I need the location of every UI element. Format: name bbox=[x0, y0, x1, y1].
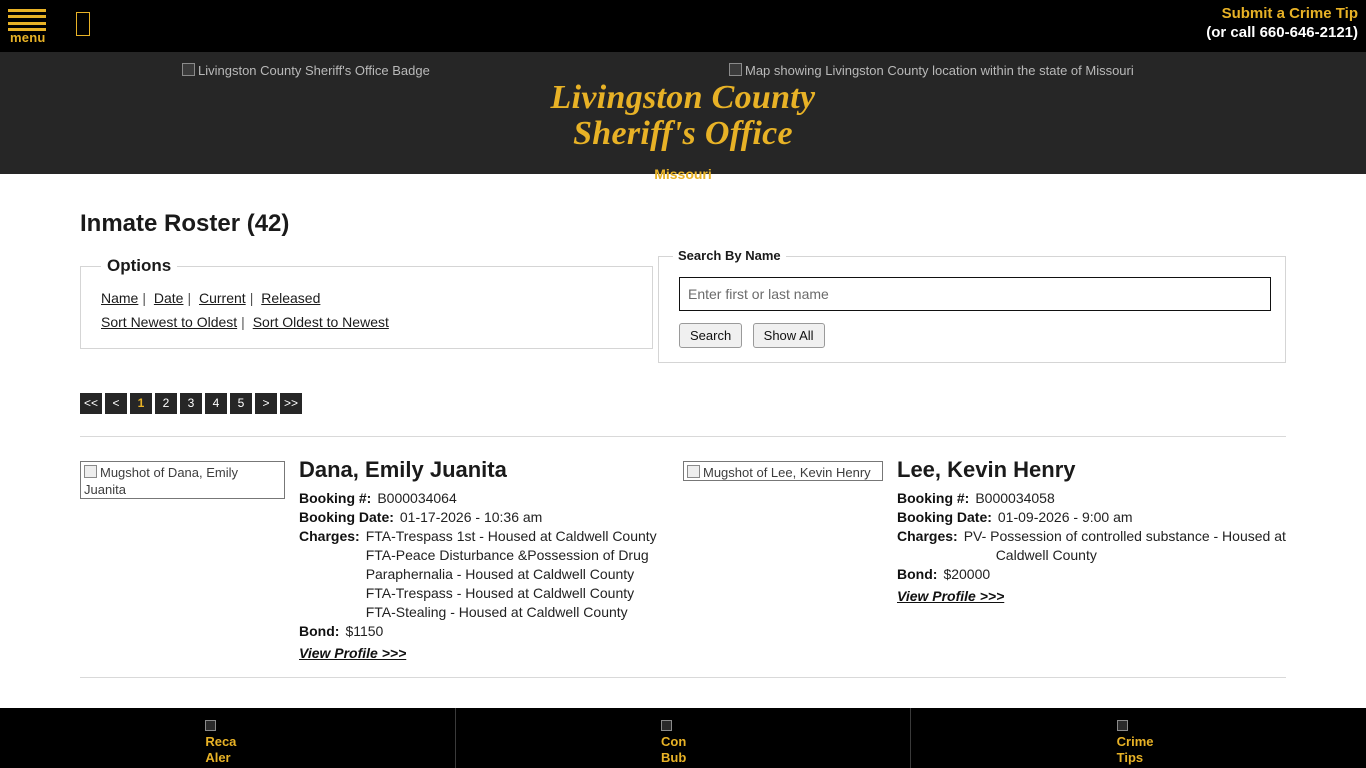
footer-label-line1: Crime bbox=[1116, 734, 1154, 749]
charges-row bbox=[299, 527, 683, 622]
inmate-list bbox=[80, 437, 1286, 663]
charge-item: FTA-Trespass 1st - Housed at Caldwell County bbox=[365, 528, 657, 544]
footer-label-line2: Bub bbox=[661, 750, 687, 765]
charges-label: Charges: bbox=[299, 528, 360, 544]
bond-row bbox=[299, 622, 683, 641]
inmate-mugshot[interactable]: Mugshot of Dana, Emily Juanita bbox=[80, 461, 285, 499]
booking-date-label: Booking Date: bbox=[299, 509, 394, 525]
inmate-details bbox=[883, 451, 1286, 663]
options-sort-links: Sort Newest to Oldest | Sort Oldest to Newest bbox=[101, 314, 389, 330]
county-map-image: Map showing Livingston County location within the state of Missouri bbox=[729, 63, 1134, 78]
charge-item: Caldwell County bbox=[995, 547, 1097, 563]
booking-date-row bbox=[299, 508, 683, 527]
inmate-details bbox=[285, 451, 683, 663]
booking-number-row bbox=[299, 489, 683, 508]
inmate-mugshot[interactable]: Mugshot of Lee, Kevin Henry bbox=[683, 461, 883, 481]
top-bar bbox=[0, 0, 1366, 52]
page-next[interactable]: > bbox=[255, 393, 277, 414]
sort-oldest-to-newest-link[interactable]: Sort Oldest to Newest bbox=[252, 314, 389, 330]
page-title: Inmate Roster (42) bbox=[80, 210, 290, 237]
search-buttons bbox=[679, 323, 1271, 348]
booking-number-value: B000034064 bbox=[377, 490, 457, 506]
footer-item-crime-tips[interactable] bbox=[910, 708, 1366, 768]
site-subtitle: Missouri bbox=[654, 166, 712, 182]
crime-tip-phone: (or call 660-646-2121) bbox=[1206, 24, 1358, 41]
sort-newest-to-oldest-link[interactable]: Sort Newest to Oldest bbox=[101, 314, 238, 330]
view-profile-link[interactable]: View Profile >>> bbox=[299, 645, 407, 661]
booking-number-row bbox=[897, 489, 1286, 508]
page-3[interactable]: 3 bbox=[180, 393, 202, 414]
booking-number-label: Booking #: bbox=[897, 490, 970, 506]
footer-label-line2: Aler bbox=[205, 750, 231, 765]
inmate-card bbox=[683, 451, 1286, 663]
main-content bbox=[0, 210, 1366, 678]
options-panel bbox=[80, 256, 653, 349]
charge-item: FTA-Stealing - Housed at Caldwell County bbox=[365, 604, 628, 620]
page-last[interactable]: >> bbox=[280, 393, 302, 414]
site-logo-icon bbox=[76, 12, 90, 36]
bond-row bbox=[897, 565, 1286, 584]
crime-tips-image bbox=[1117, 720, 1128, 731]
search-legend: Search By Name bbox=[673, 248, 786, 263]
contact-bubble-image bbox=[661, 720, 672, 731]
bond-label: Bond: bbox=[897, 566, 938, 582]
booking-date-row bbox=[897, 508, 1286, 527]
booking-number-label: Booking #: bbox=[299, 490, 372, 506]
search-panel bbox=[658, 248, 1286, 363]
sheriff-badge-image: Livingston County Sheriff's Office Badge bbox=[182, 63, 430, 78]
site-title bbox=[0, 80, 1366, 152]
charges-value bbox=[964, 527, 1286, 565]
charges-row bbox=[897, 527, 1286, 565]
footer-item-contact-bubble[interactable] bbox=[455, 708, 911, 768]
booking-date-label: Booking Date: bbox=[897, 509, 992, 525]
recall-alert-image bbox=[205, 720, 216, 731]
page-5[interactable]: 5 bbox=[230, 393, 252, 414]
inmate-name: Lee, Kevin Henry bbox=[897, 457, 1076, 482]
charge-item: FTA-Peace Disturbance &Possession of Drug bbox=[365, 547, 649, 563]
bond-label: Bond: bbox=[299, 623, 340, 639]
bond-value: $1150 bbox=[345, 623, 384, 639]
search-input[interactable] bbox=[679, 277, 1271, 311]
bond-value: $20000 bbox=[943, 566, 991, 582]
page-1[interactable]: 1 bbox=[130, 393, 152, 414]
charges-label: Charges: bbox=[897, 528, 958, 544]
inmate-name: Dana, Emily Juanita bbox=[299, 457, 507, 482]
view-profile-link[interactable]: View Profile >>> bbox=[897, 588, 1005, 604]
hamburger-icon[interactable] bbox=[8, 9, 46, 31]
option-link-date[interactable]: Date bbox=[153, 290, 184, 306]
pagination bbox=[80, 393, 1286, 414]
divider-bottom bbox=[80, 677, 1286, 678]
options-legend: Options bbox=[107, 256, 172, 275]
footer-label-line1: Con bbox=[661, 734, 687, 749]
controls-row bbox=[80, 248, 1286, 363]
site-title-line1: Livingston County bbox=[550, 79, 816, 116]
booking-date-value: 01-17-2026 - 10:36 am bbox=[399, 509, 543, 525]
footer-label-line2: Tips bbox=[1116, 750, 1144, 765]
page-2[interactable]: 2 bbox=[155, 393, 177, 414]
search-button[interactable]: Search bbox=[679, 323, 742, 348]
page-4[interactable]: 4 bbox=[205, 393, 227, 414]
option-link-current[interactable]: Current bbox=[199, 290, 246, 306]
charge-item: Paraphernalia - Housed at Caldwell County bbox=[365, 566, 635, 582]
crime-tips-icon[interactable] bbox=[1117, 718, 1161, 766]
charge-item: FTA-Trespass - Housed at Caldwell County bbox=[365, 585, 635, 601]
option-link-released[interactable]: Released bbox=[261, 290, 321, 306]
options-filter-links: Name | Date | Current | Released bbox=[101, 290, 321, 306]
contact-bubble-icon[interactable] bbox=[661, 718, 705, 766]
submit-crime-tip-link[interactable]: Submit a Crime Tip bbox=[1221, 5, 1358, 22]
booking-date-value: 01-09-2026 - 9:00 am bbox=[997, 509, 1133, 525]
menu-label: menu bbox=[10, 30, 46, 45]
site-footer bbox=[0, 708, 1366, 768]
recall-alert-icon[interactable] bbox=[205, 718, 249, 766]
charges-value bbox=[366, 527, 657, 622]
page-prev[interactable]: < bbox=[105, 393, 127, 414]
site-title-line2: Sheriff's Office bbox=[573, 115, 793, 152]
footer-item-recall-alert[interactable] bbox=[0, 708, 455, 768]
footer-label-line1: Reca bbox=[205, 734, 237, 749]
booking-number-value: B000034058 bbox=[975, 490, 1055, 506]
crime-tip-block bbox=[1206, 0, 1366, 43]
site-header bbox=[0, 52, 1366, 182]
option-link-name[interactable]: Name bbox=[101, 290, 139, 306]
inmate-card bbox=[80, 451, 683, 663]
page-first[interactable]: << bbox=[80, 393, 102, 414]
show-all-button[interactable]: Show All bbox=[753, 323, 825, 348]
charge-item: PV- Possession of controlled substance - Housed at bbox=[963, 528, 1286, 544]
